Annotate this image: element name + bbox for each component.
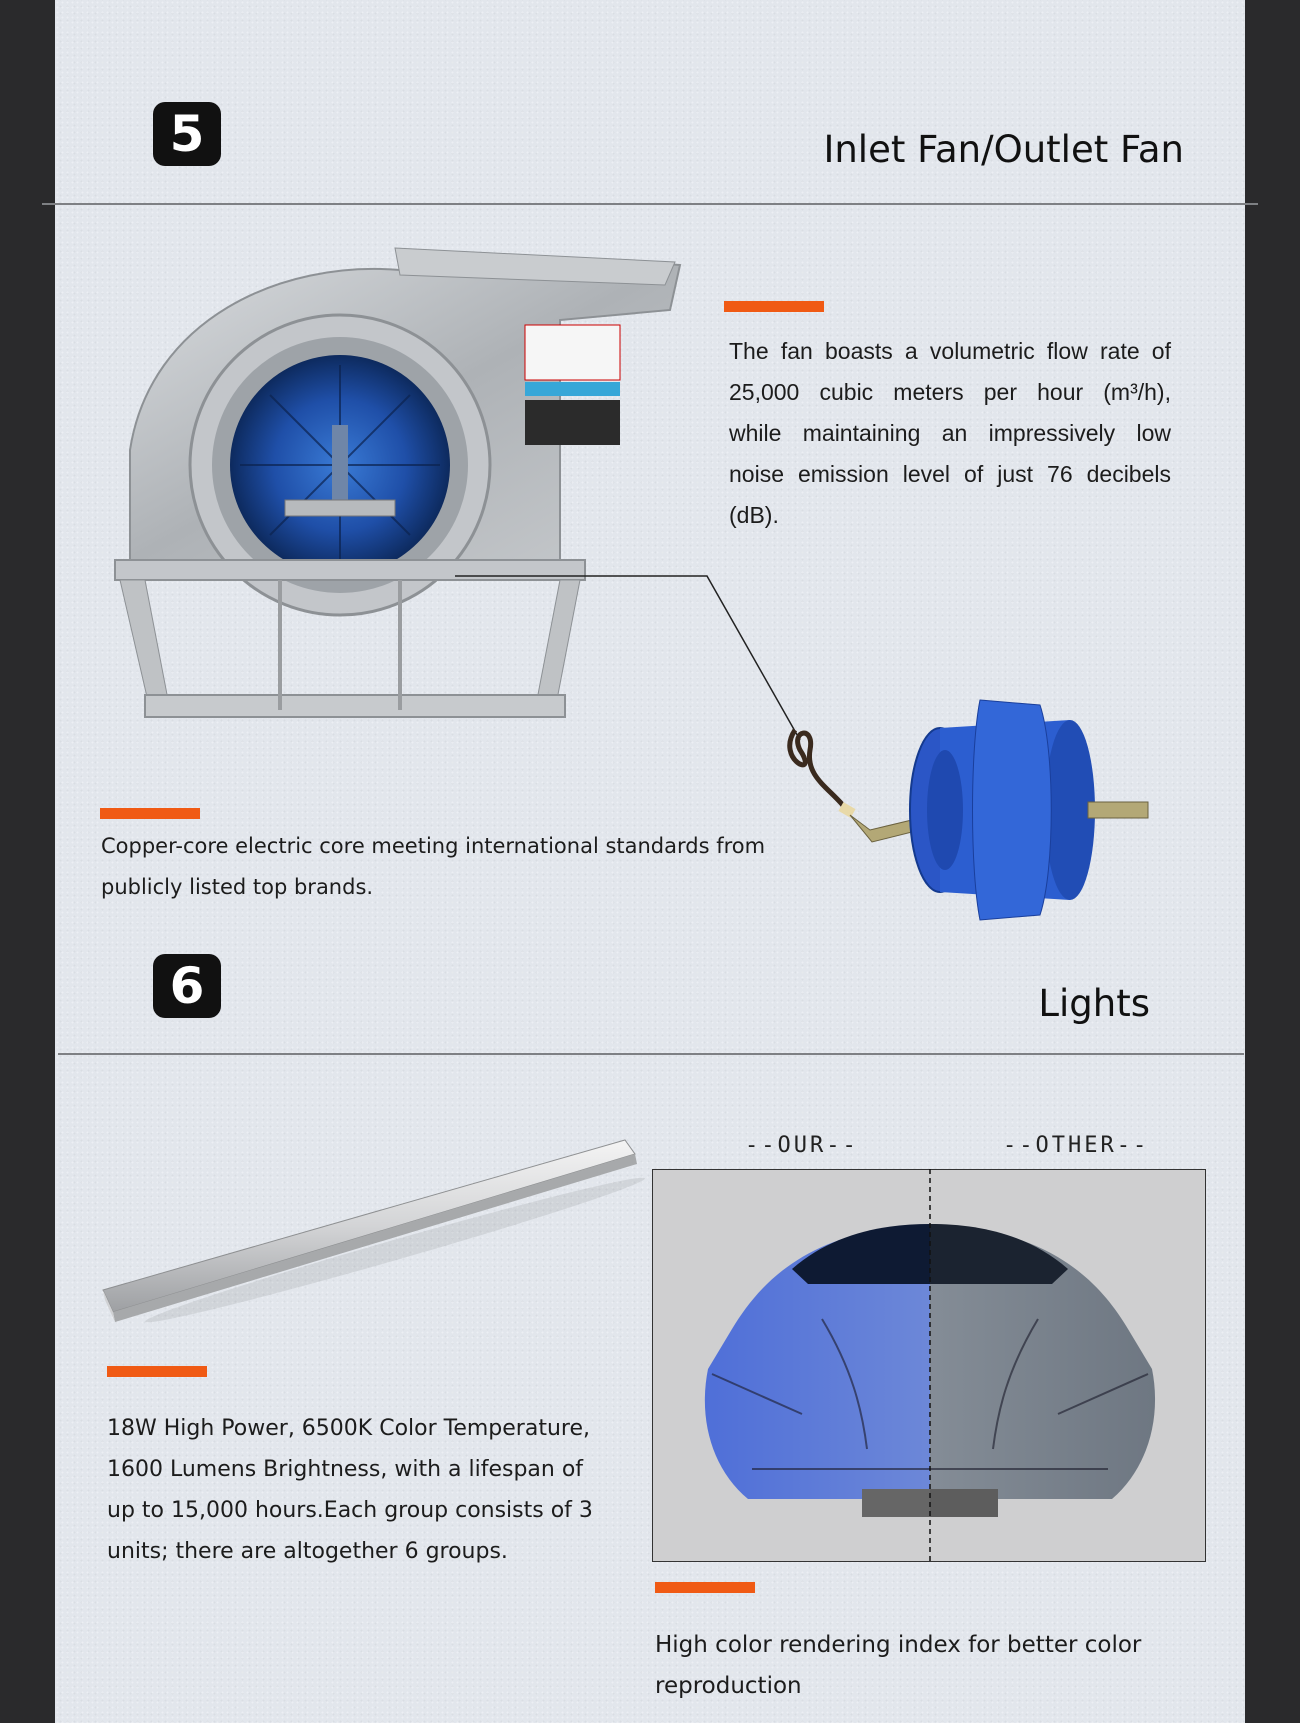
cri-text <box>655 1625 1215 1707</box>
section-number-badge: 6 <box>153 954 221 1018</box>
accent-bar <box>107 1366 207 1377</box>
section-title: Lights <box>1038 982 1150 1025</box>
section-number-badge: 5 <box>153 102 221 166</box>
text-line: reproduction <box>655 1673 802 1699</box>
compare-label-our: --OUR-- <box>745 1133 859 1158</box>
text-line: Copper-core electric core meeting international standards from <box>101 834 766 858</box>
text-line: The fan boasts a volumetric flow rate of <box>729 338 1171 364</box>
motor-image <box>780 690 1180 920</box>
text-line: (dB). <box>729 502 779 528</box>
led-tube-image <box>95 1130 655 1340</box>
text-line: up to 15,000 hours.Each group consists of 3 <box>107 1498 593 1523</box>
compare-label-other: --OTHER-- <box>1003 1133 1150 1158</box>
text-line: noise emission level of just 76 decibels <box>729 461 1171 487</box>
text-line: 25,000 cubic meters per hour (m³/h), <box>729 379 1171 405</box>
accent-bar <box>100 808 200 819</box>
car-comparison-image <box>652 1169 1206 1562</box>
text-line: 1600 Lumens Brightness, with a lifespan of <box>107 1457 584 1482</box>
flow-rate-text <box>729 331 1171 536</box>
motor-description <box>101 826 801 908</box>
text-line: while maintaining an impressively low <box>729 420 1171 446</box>
accent-bar <box>655 1582 755 1593</box>
text-line: High color rendering index for better color <box>655 1632 1142 1658</box>
section-divider <box>58 1053 1244 1055</box>
light-specs-text <box>107 1408 647 1572</box>
text-line: publicly listed top brands. <box>101 875 374 899</box>
accent-bar <box>724 301 824 312</box>
section-title: Inlet Fan/Outlet Fan <box>823 128 1184 171</box>
text-line: units; there are altogether 6 groups. <box>107 1539 508 1564</box>
text-line: 18W High Power, 6500K Color Temperature, <box>107 1416 590 1441</box>
